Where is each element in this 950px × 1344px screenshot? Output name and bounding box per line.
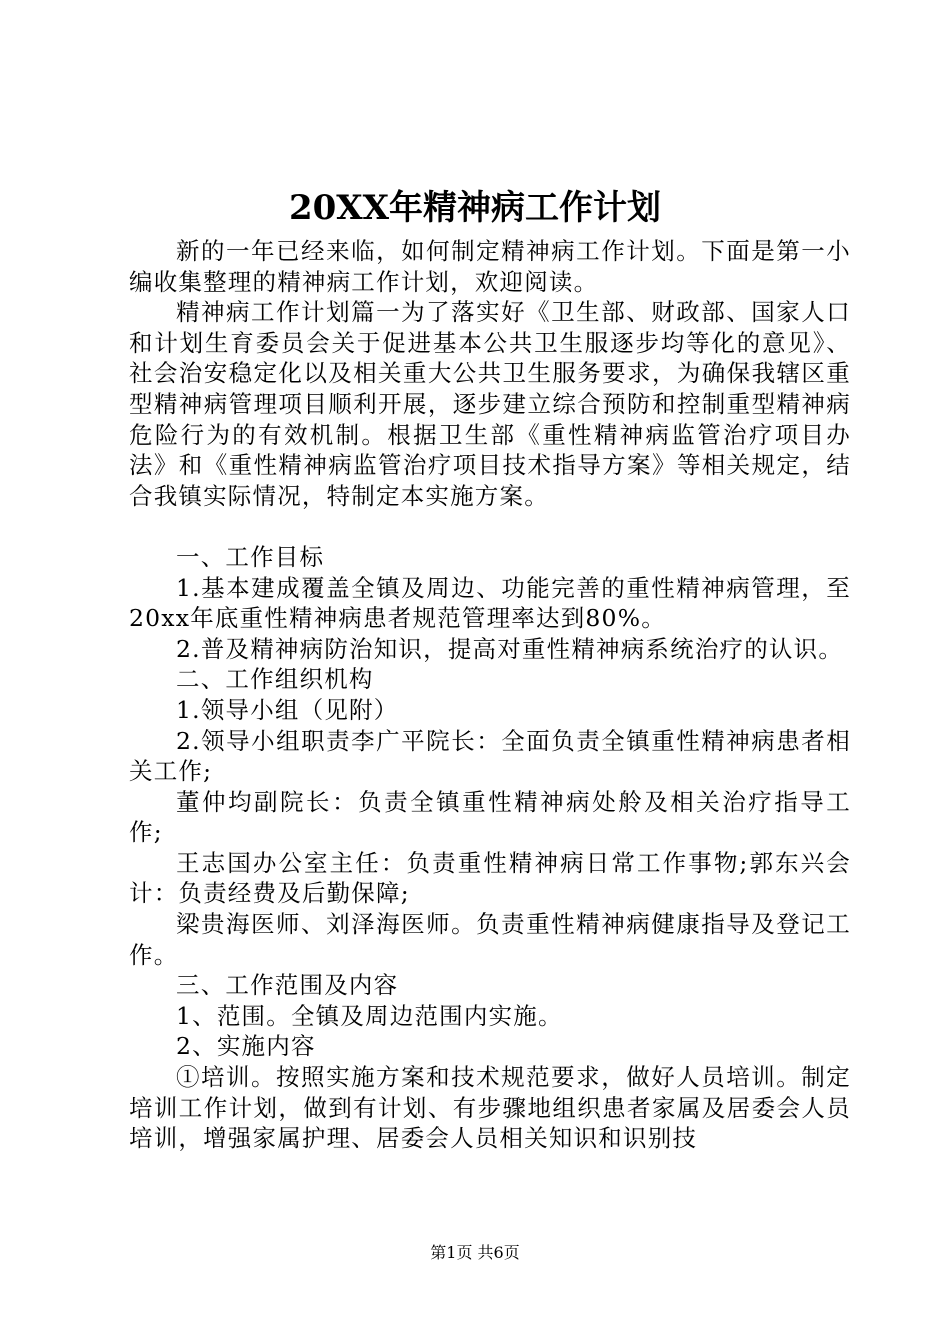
paragraph-intro: 新的一年已经来临，如何制定精神病工作计划。下面是第一小编收集整理的精神病工作计划，欢迎阅读。 [129, 237, 851, 296]
section-heading-organization: 二、工作组织机构 [176, 665, 374, 694]
section-heading-goals: 一、工作目标 [176, 542, 325, 571]
document-body [129, 236, 851, 1154]
paragraph-leadership-group: 1.领导小组（见附） [176, 695, 399, 724]
paragraph-vice-president: 董仲均副院长：负责全镇重性精神病处舲及相关治疗指导工作; [129, 787, 851, 847]
paragraph-goal-2: 2.普及精神病防治知识，提高对重性精神病系统治疗的认识。 [176, 634, 844, 663]
document-title: 20XX年精神病工作计划 [288, 188, 662, 228]
paragraph-content-heading: 2、实施内容 [176, 1032, 316, 1061]
paragraph-physicians: 梁贵海医师、刘泽海医师。负责重性精神病健康指导及登记工作。 [129, 910, 851, 969]
paragraph-spacer [129, 511, 851, 542]
paragraph-goal-1: 1.基本建成覆盖全镇及周边、功能完善的重性精神病管理，至20xx年底重性精神病患者规范管理率达到80%。 [129, 573, 851, 633]
section-heading-scope: 三、工作范围及内容 [176, 971, 399, 1000]
paragraph-office-director: 王志国办公室主任：负责重性精神病日常工作事物;郭东兴会计：负责经费及后勤保障; [129, 848, 851, 908]
paragraph-scope: 1、范围。全镇及周边范围内实施。 [176, 1001, 563, 1030]
paragraph-plan-one: 精神病工作计划篇一为了落实好《卫生部、财政部、国家人口和计划生育委员会关于促进基本公共卫生服逐步均等化的意见》、社会治安稳定化以及相关重大公共卫生服务要求，为确保我辖区重型精神病管理项目顺利开展，逐步建立综合预防和控制重型精神病危险行为的有效机制。根据卫生部《重性精神病监管治疗项目办法》和《重性精神病监管治疗项目技术指导方案》等相关规定，结合我镇实际情况，特制定本实施方案。 [129, 298, 851, 510]
paragraph-leadership-duties: 2.领导小组职责李广平院长：全面负责全镇重性精神病患者相关工作; [129, 726, 851, 786]
page-footer: 第1页 共6页 [430, 1243, 520, 1262]
paragraph-training: ①培训。按照实施方案和技术规范要求，做好人员培训。制定培训工作计划，做到有计划、有步骤地组织患者家属及居委会人员培训，增强家属护理、居委会人员相关知识和识别技 [129, 1063, 851, 1153]
